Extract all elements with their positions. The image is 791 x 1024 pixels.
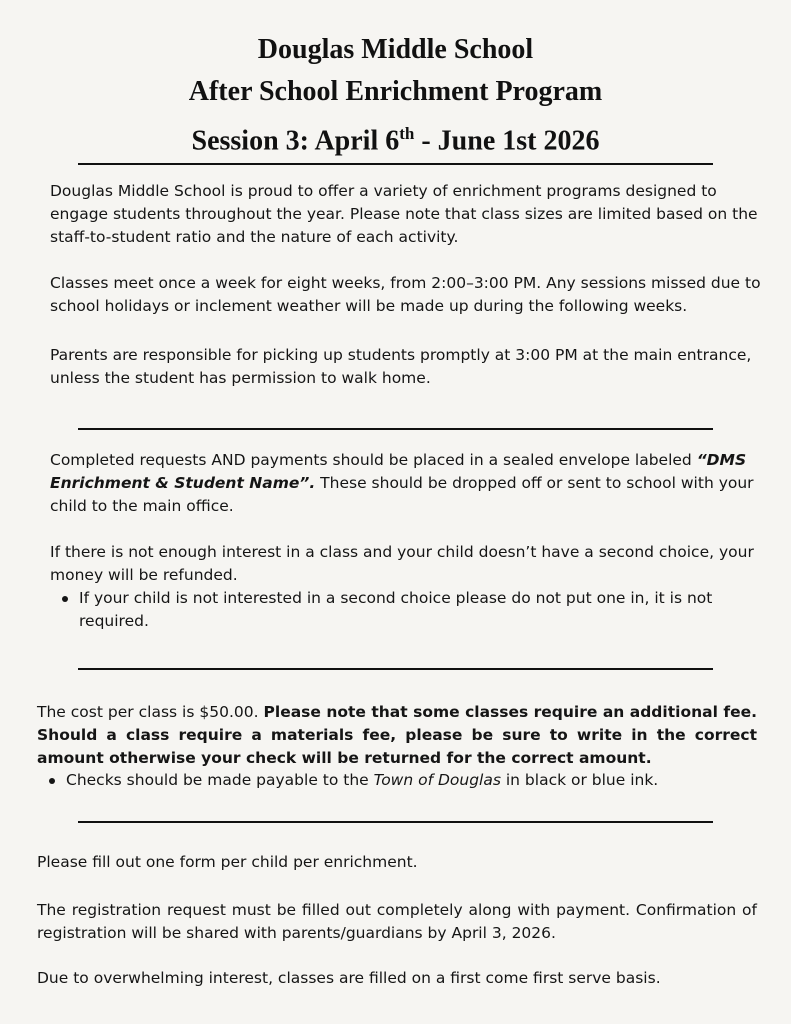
intro-paragraph: Douglas Middle School is proud to offer a variety of enrichment programs designed to engage students throughout the year. Please note that class sizes are limited based on the staff-to-student ratio and the nature of each activity. xyxy=(50,182,758,246)
second-choice-bullet: If your child is not interested in a second choice please do not put one in, it is not required. xyxy=(79,589,713,630)
envelope-paragraph xyxy=(50,449,770,518)
checks-bullet xyxy=(66,769,756,792)
session-dates-start: Session 3: April 6 xyxy=(191,125,400,157)
title-school-name: Douglas Middle School xyxy=(257,34,534,65)
registration-paragraph: The registration request must be filled out completely along with payment. Confirmation of registration will be shared with parents/guardians by April 3, 2026. xyxy=(37,901,757,942)
envelope-text-a: Completed requests AND payments should be placed in a sealed envelope labeled xyxy=(50,451,697,469)
cost-paragraph xyxy=(37,701,757,770)
envelope-label: “DMS Enrichment & Student Name”. xyxy=(50,451,747,492)
divider-4 xyxy=(78,821,713,823)
first-come-paragraph: Due to overwhelming interest, classes are filled on a first come first serve basis. xyxy=(37,969,661,987)
bullet-dot xyxy=(49,778,55,784)
title-session-dates xyxy=(0,113,791,162)
payee-name: Town of Douglas xyxy=(373,771,501,789)
materials-fee-note: Please note that some classes require an additional fee. Should a class require a materials fee, please be sure to write in the correct amount otherwise your check will be returned for the correct amount. xyxy=(37,703,757,767)
checks-text-a: Checks should be made payable to the xyxy=(66,771,374,789)
checks-text-b: in black or blue ink. xyxy=(500,771,659,789)
divider-3 xyxy=(78,668,713,670)
session-dates-end: - June 1st 2026 xyxy=(414,125,600,157)
schedule-paragraph: Classes meet once a week for eight weeks, from 2:00–3:00 PM. Any sessions missed due to school holidays or inclement weather will be made up during the following weeks. xyxy=(50,274,761,315)
divider-1 xyxy=(78,163,713,165)
one-form-paragraph: Please fill out one form per child per enrichment. xyxy=(37,853,418,871)
bullet-dot xyxy=(62,596,68,602)
refund-paragraph: If there is not enough interest in a class and your child doesn’t have a second choice, your money will be refunded. xyxy=(50,543,754,584)
session-dates-suffix: th xyxy=(399,124,415,143)
title-program-name: After School Enrichment Program xyxy=(188,76,603,107)
divider-2 xyxy=(78,428,713,430)
envelope-text-b: These should be dropped off or sent to school with your child to the main office. xyxy=(50,474,754,515)
pickup-paragraph: Parents are responsible for picking up students promptly at 3:00 PM at the main entrance, unless the student has permission to walk home. xyxy=(50,346,752,387)
cost-text: The cost per class is $50.00. xyxy=(37,703,264,721)
